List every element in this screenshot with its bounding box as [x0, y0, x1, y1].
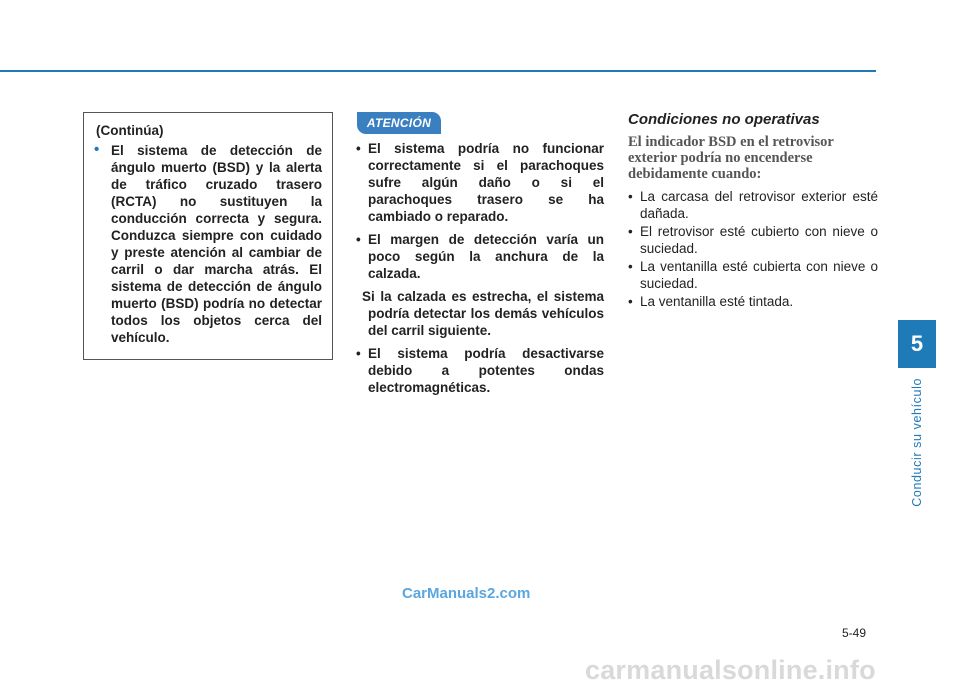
- bullet-icon: •: [628, 294, 633, 309]
- chapter-label: [890, 372, 944, 512]
- list-item: [628, 258, 878, 292]
- attention-paragraph: Si la calzada es estrecha, el sistema podría detectar los demás vehículos del carril siguiente.: [362, 289, 604, 338]
- list-item: [355, 231, 604, 282]
- bullet-icon: •: [628, 224, 633, 239]
- section-subheading: El indicador BSD en el retrovisor exterior podría no encenderse debidamente cuando:: [628, 134, 834, 182]
- section-heading: Condiciones no operativas: [628, 111, 820, 128]
- continued-title: (Continúa): [96, 123, 164, 138]
- bullet-icon: •: [356, 346, 361, 361]
- site-watermark: carmanualsonline.info: [585, 655, 876, 685]
- attention-item-text: El margen de detección varía un poco según la anchura de la calzada.: [368, 232, 604, 281]
- attention-item-text: El sistema podría desactivarse debido a potentes ondas electromagnéticas.: [368, 346, 604, 395]
- bullet-icon: •: [628, 189, 633, 204]
- carmanuals-watermark[interactable]: CarManuals2.com: [402, 585, 531, 602]
- top-rule: [0, 70, 876, 72]
- condition-item-text: El retrovisor esté cubierto con nieve o suciedad.: [640, 224, 878, 256]
- attention-list: [355, 140, 604, 402]
- attention-item-text: El sistema podría no funcionar correctamente si el parachoques sufre algún daño o si el parachoques trasero se ha cambiado o reparado.: [368, 141, 604, 224]
- bullet-icon: •: [356, 141, 361, 156]
- list-item: [355, 140, 604, 225]
- list-item: [628, 188, 878, 222]
- bullet-icon: •: [628, 259, 633, 274]
- list-item: [355, 345, 604, 396]
- condition-item-text: La ventanilla esté tintada.: [640, 294, 794, 309]
- chapter-number: 5: [898, 320, 936, 368]
- continued-item-text: El sistema de detección de ángulo muerto (BSD) y la alerta de tráfico cruzado trasero (RCTA) no sustituyen la conducción correcta y segura. Conduzca siempre con cuidado y preste atención al cambiar de carril o dar marcha atrás. El sistema de detección de ángulo muerto (BSD) podría no detectar todos los objetos cerca del vehículo.: [111, 143, 322, 345]
- list-item: [94, 142, 322, 346]
- bullet-icon: •: [94, 141, 100, 158]
- page-number: 5-49: [842, 626, 867, 640]
- condition-item-text: La ventanilla esté cubierta con nieve o suciedad.: [640, 259, 878, 291]
- condition-item-text: La carcasa del retrovisor exterior esté dañada.: [640, 189, 878, 221]
- list-item: [628, 223, 878, 257]
- chapter-label-text: Conducir su vehículo: [910, 377, 924, 507]
- continued-warning-box: [83, 112, 333, 360]
- conditions-section: [628, 110, 878, 311]
- list-item: [628, 293, 878, 310]
- attention-badge: ATENCIÓN: [357, 112, 441, 134]
- bullet-icon: •: [356, 232, 361, 247]
